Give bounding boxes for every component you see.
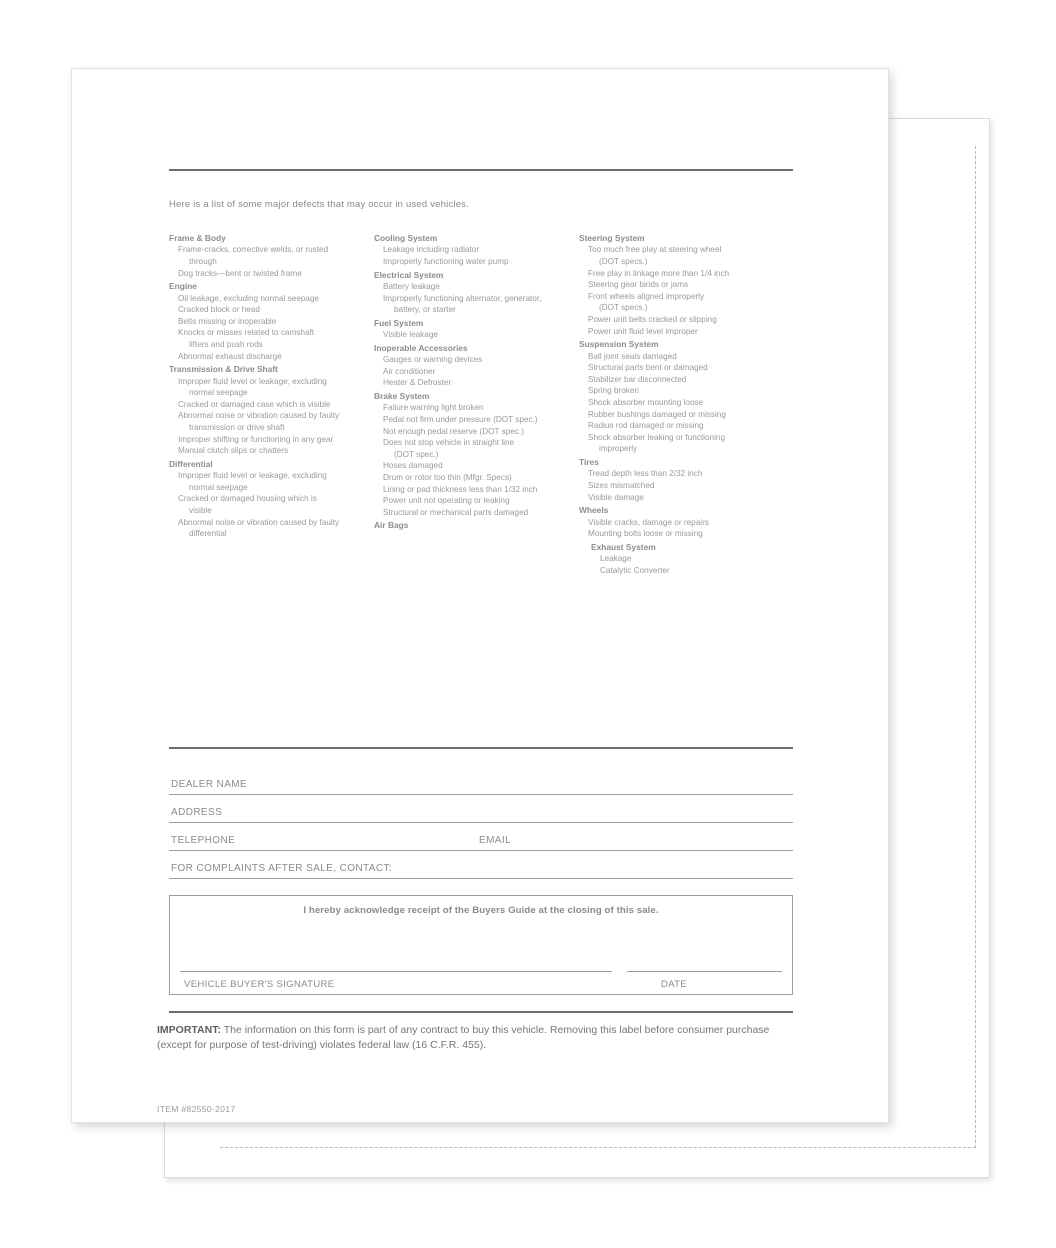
list-item: Shock absorber mounting loose — [588, 397, 704, 407]
group-items — [169, 293, 366, 363]
list-item: Structural or mechanical parts damaged — [383, 507, 529, 517]
group-title: Suspension System — [579, 339, 659, 350]
list-item: Rubber bushings damaged or missing — [588, 409, 726, 419]
telephone-label: TELEPHONE — [171, 835, 236, 847]
top-divider-rule — [169, 169, 793, 171]
dealer-name-label: DEALER NAME — [171, 779, 248, 791]
signature-line[interactable] — [180, 971, 612, 972]
group-items — [579, 517, 776, 540]
important-notice — [157, 1023, 787, 1052]
list-item: Ball joint seals damaged — [588, 351, 677, 361]
list-item: Lining or pad thickness less than 1/32 inch — [383, 484, 538, 494]
list-item: Abnormal exhaust discharge — [178, 351, 282, 361]
list-item: Abnormal noise or vibration caused by faulty transmission or drive shaft — [178, 411, 340, 432]
group-items — [169, 470, 366, 540]
list-item: Mounting bolts loose or missing — [588, 529, 703, 539]
group-items — [374, 354, 571, 389]
list-item: Visible damage — [588, 492, 644, 502]
acknowledgement-box — [169, 895, 793, 995]
list-item: Gauges or warning devices — [383, 355, 483, 365]
list-item: Shock absorber leaking or functioning improperly — [588, 432, 725, 454]
list-item: Structural parts bent or damaged — [588, 363, 708, 373]
list-item: Heater & Defroster — [383, 378, 452, 388]
date-label: DATE — [660, 979, 687, 991]
group-title: Inoperable Accessories — [374, 342, 468, 353]
acknowledgement-title: I hereby acknowledge receipt of the Buyers Guide at the closing of this sale. — [303, 905, 659, 917]
defect-group-differential — [169, 458, 366, 540]
signature-label: VEHICLE BUYER'S SIGNATURE — [184, 979, 335, 991]
defects-column-2 — [374, 232, 579, 533]
list-item: Power unit fluid level improper — [588, 326, 698, 336]
group-items — [374, 244, 571, 267]
list-item: Tread depth less than 2/32 inch — [588, 469, 703, 479]
list-item: Improper shifting or functioning in any gear — [178, 434, 334, 444]
defect-group-electrical-system — [374, 269, 571, 316]
list-item: Improperly functioning alternator, generator, battery, or starter — [383, 293, 542, 315]
defect-group-wheels — [579, 504, 776, 540]
group-items — [579, 468, 776, 503]
list-item: Knocks or misses related to camshaft lifters and push rods — [178, 328, 315, 349]
important-label: IMPORTANT: — [157, 1024, 221, 1037]
list-item: Belts missing or inoperable — [178, 316, 277, 326]
defect-group-cooling-system — [374, 232, 571, 268]
list-item: Free play in linkage more than 1/4 inch — [588, 268, 730, 278]
email-label: EMAIL — [479, 835, 512, 847]
list-item: Does not stop vehicle in straight line (DOT spec.) — [383, 438, 515, 459]
telephone-email-field[interactable] — [169, 823, 793, 851]
group-items — [374, 281, 571, 316]
list-item: Improper fluid level or leakage, excluding normal seepage — [178, 471, 327, 492]
group-items — [579, 351, 776, 455]
list-item: Spring broken — [588, 386, 639, 396]
defects-column-1 — [169, 232, 374, 541]
group-title: Differential — [169, 458, 213, 469]
group-items — [169, 376, 366, 457]
list-item: Air conditioner — [383, 366, 436, 376]
group-items — [374, 402, 571, 518]
group-title: Tires — [579, 456, 599, 467]
list-item: Improperly functioning water pump — [383, 257, 509, 266]
group-title: Frame & Body — [169, 233, 226, 243]
defect-group-steering-system — [579, 232, 776, 337]
list-item: Improper fluid level or leakage, excluding normal seepage — [178, 376, 327, 398]
important-text: The information on this form is part of any contract to buy this vehicle. Removing this label before consumer purchase (except for purpose of test-driving) violates federal law (16 C.F.R. 455). — [157, 1024, 770, 1051]
address-field[interactable] — [169, 795, 793, 823]
defect-group-transmission-drive-shaft — [169, 363, 366, 457]
group-title: Steering System — [579, 233, 645, 243]
bottom-divider-rule — [169, 1011, 793, 1013]
group-items — [591, 553, 776, 576]
intro-text: Here is a list of some major defects that may occur in used vehicles. — [169, 199, 469, 210]
list-item: Hoses damaged — [383, 461, 443, 471]
list-item: Radius rod damaged or missing — [588, 421, 704, 431]
defect-group-inoperable-accessories — [374, 342, 571, 389]
defect-group-tires — [579, 456, 776, 503]
defect-group-suspension-system — [579, 338, 776, 455]
list-item: Not enough pedal reserve (DOT spec.) — [383, 426, 524, 436]
buyers-guide-form-page — [71, 68, 889, 1123]
defect-group-air-bags — [374, 519, 571, 531]
group-title: Cooling System — [374, 233, 438, 243]
defect-group-engine — [169, 280, 366, 362]
defects-columns — [169, 232, 793, 577]
list-item: Cracked or damaged case which is visible — [178, 399, 331, 409]
defect-group-fuel-system — [374, 317, 571, 341]
form-content — [157, 169, 793, 1115]
defect-group-exhaust-system — [591, 541, 776, 577]
defect-group-brake-system — [374, 390, 571, 518]
list-item: Stabilizer bar disconnected — [588, 374, 687, 384]
list-item: Drum or rotor too thin (Mfgr. Specs) — [383, 472, 512, 482]
list-item: Steering gear binds or jams — [588, 280, 689, 290]
list-item: Visible cracks, damage or repairs — [588, 517, 709, 527]
list-item: Pedal not firm under pressure (DOT spec.) — [383, 414, 538, 424]
group-title: Brake System — [374, 390, 430, 401]
list-item: Sizes mismatched — [588, 480, 655, 490]
dealer-name-field[interactable] — [169, 767, 793, 795]
group-items — [374, 329, 571, 341]
group-title: Air Bags — [374, 520, 409, 531]
defects-column-3 — [579, 232, 784, 577]
list-item: Oil leakage, excluding normal seepage — [178, 293, 320, 303]
list-item: Manual clutch slips or chatters — [178, 446, 289, 456]
list-item: Cracked or damaged housing which is visible — [178, 494, 317, 515]
complaints-contact-field[interactable] — [169, 851, 793, 879]
list-item: Leakage including radiator — [383, 245, 480, 255]
list-item: Failure warning light broken — [383, 403, 484, 413]
list-item: Frame-cracks, corrective welds, or rusted through — [178, 245, 329, 266]
list-item: Cracked block or head — [178, 305, 260, 315]
list-item: Too much free play at steering wheel (DOT specs.) — [588, 245, 722, 266]
list-item: Catalytic Converter — [600, 565, 670, 575]
group-items — [579, 244, 776, 337]
defect-group-frame-body — [169, 232, 366, 279]
list-item: Power unit not operating or leaking — [383, 496, 510, 506]
group-items — [169, 244, 366, 279]
group-title: Wheels — [579, 505, 609, 516]
group-title: Fuel System — [374, 317, 424, 328]
list-item: Leakage — [600, 554, 632, 564]
list-item: Front wheels aligned improperly (DOT specs.) — [588, 291, 705, 313]
blank-spacer — [169, 577, 793, 727]
middle-divider-rule — [169, 747, 793, 749]
group-title: Transmission & Drive Shaft — [169, 364, 278, 375]
list-item: Battery leakage — [383, 282, 440, 291]
group-title: Electrical System — [374, 269, 444, 280]
list-item: Dog tracks—bent or twisted frame — [178, 268, 302, 278]
group-title: Exhaust System — [591, 541, 656, 552]
item-number: ITEM #82550-2017 — [157, 1104, 236, 1115]
complaints-contact-label: FOR COMPLAINTS AFTER SALE, CONTACT: — [171, 863, 393, 875]
list-item: Abnormal noise or vibration caused by faulty differential — [178, 517, 340, 539]
date-line[interactable] — [627, 971, 782, 972]
group-title: Engine — [169, 281, 197, 292]
address-label: ADDRESS — [171, 807, 223, 819]
list-item: Power unit belts cracked or slipping — [588, 314, 717, 324]
list-item: Visible leakage — [383, 330, 438, 340]
